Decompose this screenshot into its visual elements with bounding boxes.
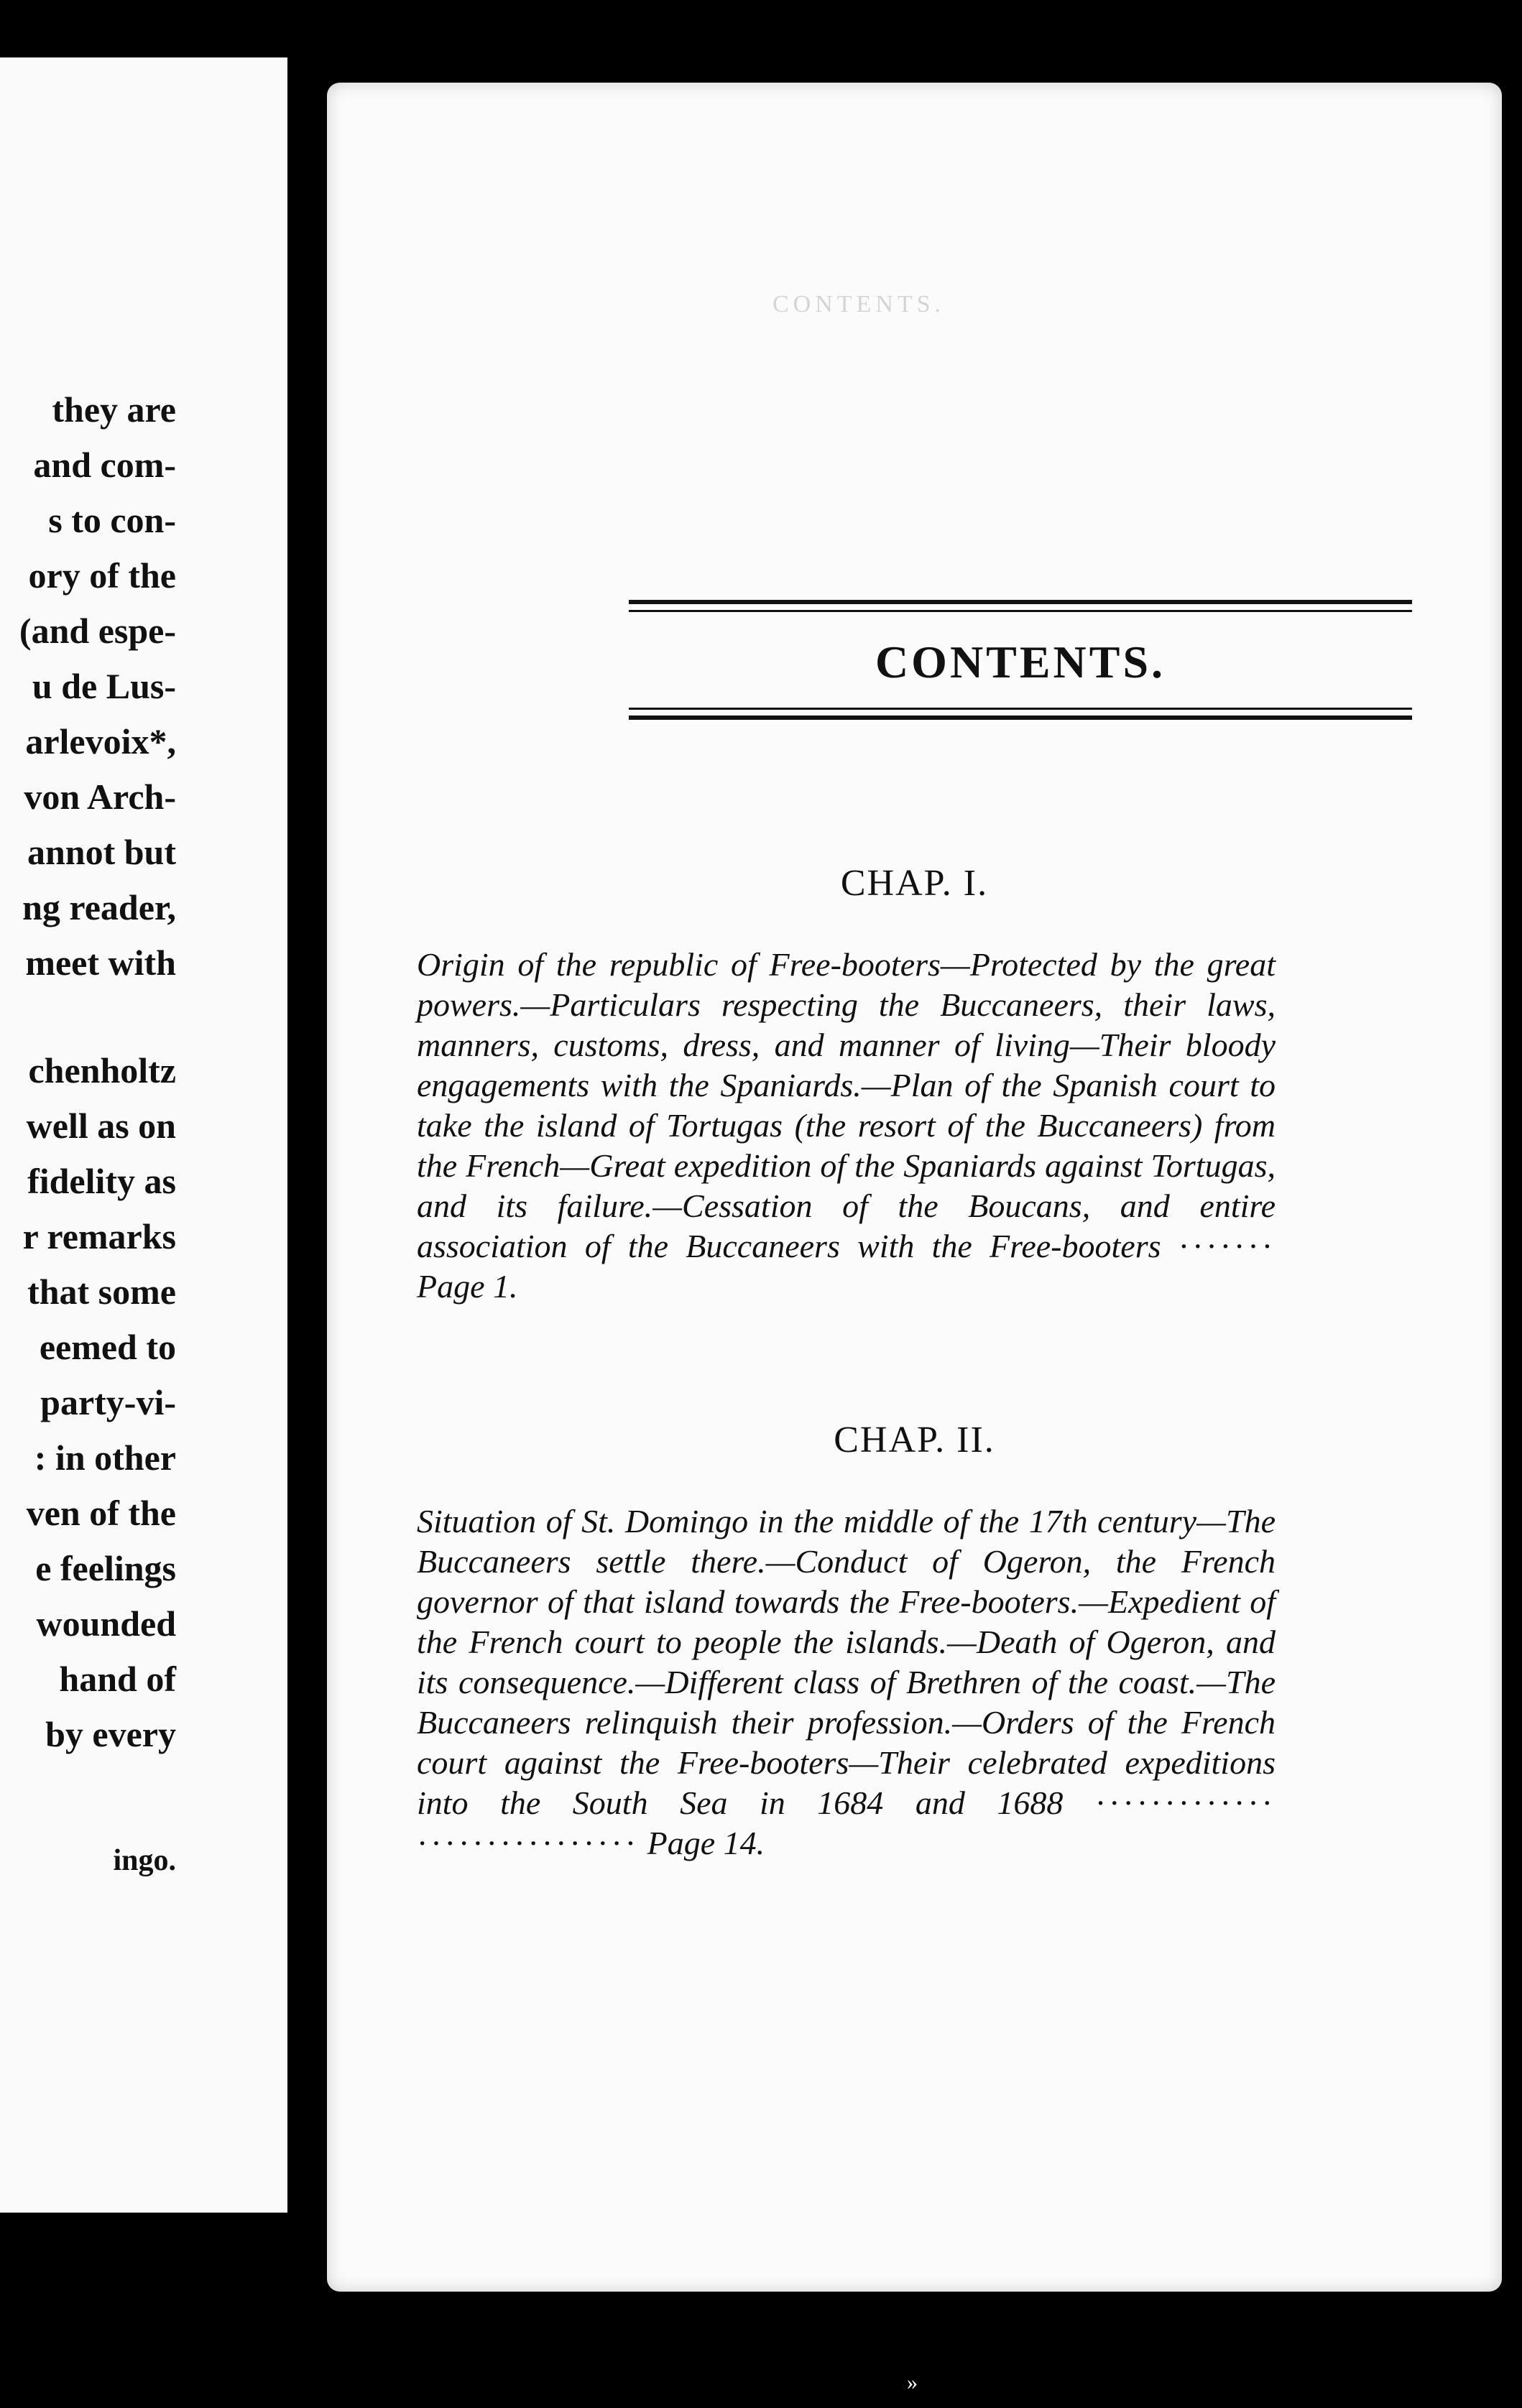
left-line: r remarks	[22, 1216, 176, 1256]
page-reference: Page 14.	[647, 1825, 765, 1861]
chapter-heading: CHAP. II.	[834, 1420, 995, 1460]
dot-leader: ············· ················	[417, 1784, 1276, 1861]
left-line: s to con-	[48, 500, 176, 540]
contents-page	[327, 83, 1502, 2292]
bottom-double-rule	[629, 708, 1412, 726]
chapter-summary	[417, 945, 1276, 1307]
left-line: fidelity as	[27, 1161, 176, 1201]
left-line: ven of the	[26, 1493, 176, 1533]
left-line: hand of	[59, 1659, 176, 1699]
chapter-summary-text: Situation of St. Domingo in the middle of the 17th century—The Buccaneers settle there.—Conduct of Ogeron, the French governor of that island towards the Free-booters.—Expedient of the French court to people the islands.—Death of Ogeron, and its consequence.—Different class of Brethren of the coast.—The Buccaneers relinquish their profession.—Orders of the French court against the Free-booters—Their celebrated expeditions into the South Sea in 1684 and 1688	[417, 1503, 1276, 1821]
left-line: u de Lus-	[32, 666, 176, 706]
left-line: that some	[27, 1272, 176, 1312]
left-line: eemed to	[39, 1327, 176, 1367]
left-line: wounded	[36, 1603, 176, 1644]
scan-mark: »	[907, 2371, 918, 2394]
left-line: they are	[52, 389, 176, 430]
left-line: well as on	[26, 1106, 176, 1146]
left-facing-page	[0, 57, 287, 2213]
page-reference: Page 1.	[417, 1268, 518, 1305]
contents-title: CONTENTS.	[875, 636, 1166, 687]
left-line: ng reader,	[22, 887, 176, 927]
left-line: von Arch-	[24, 777, 176, 817]
dot-leader: ·······	[1178, 1228, 1276, 1264]
left-line: meet with	[25, 943, 176, 983]
left-line: by every	[45, 1714, 176, 1754]
top-double-rule	[629, 600, 1412, 618]
left-line: and com-	[33, 445, 176, 485]
chapter-heading: CHAP. I.	[840, 863, 989, 904]
left-line: party-vi-	[40, 1382, 176, 1422]
left-line: e feelings	[35, 1548, 176, 1588]
chapter-summary-text: Origin of the republic of Free-booters—Protected by the great powers.—Particulars respecting the Buccaneers, their laws, manners, customs, dress, and manner of living—Their bloody engagements with the Spaniards.—Plan of the Spanish court to take the island of Tortugas (the resort of the Buccaneers) from the French—Great expedition of the Spaniards against Tortugas, and its failure.—Cessation of the Boucans, and entire association of the Buccaneers with the Free-booters	[417, 946, 1276, 1264]
left-line: (and espe-	[19, 611, 176, 651]
left-line: annot but	[27, 832, 176, 872]
rule-line	[629, 716, 1412, 720]
left-line: : in other	[34, 1437, 176, 1478]
left-line: chenholtz	[28, 1050, 176, 1090]
chapter-summary	[417, 1501, 1276, 1863]
rule-line	[629, 708, 1412, 710]
rule-line	[629, 610, 1412, 612]
left-line: ory of the	[28, 555, 176, 596]
bleed-through-text: CONTENTS.	[772, 291, 946, 318]
left-line: ingo.	[113, 1844, 176, 1877]
rule-line	[629, 600, 1412, 604]
left-line: arlevoix*,	[25, 721, 176, 761]
